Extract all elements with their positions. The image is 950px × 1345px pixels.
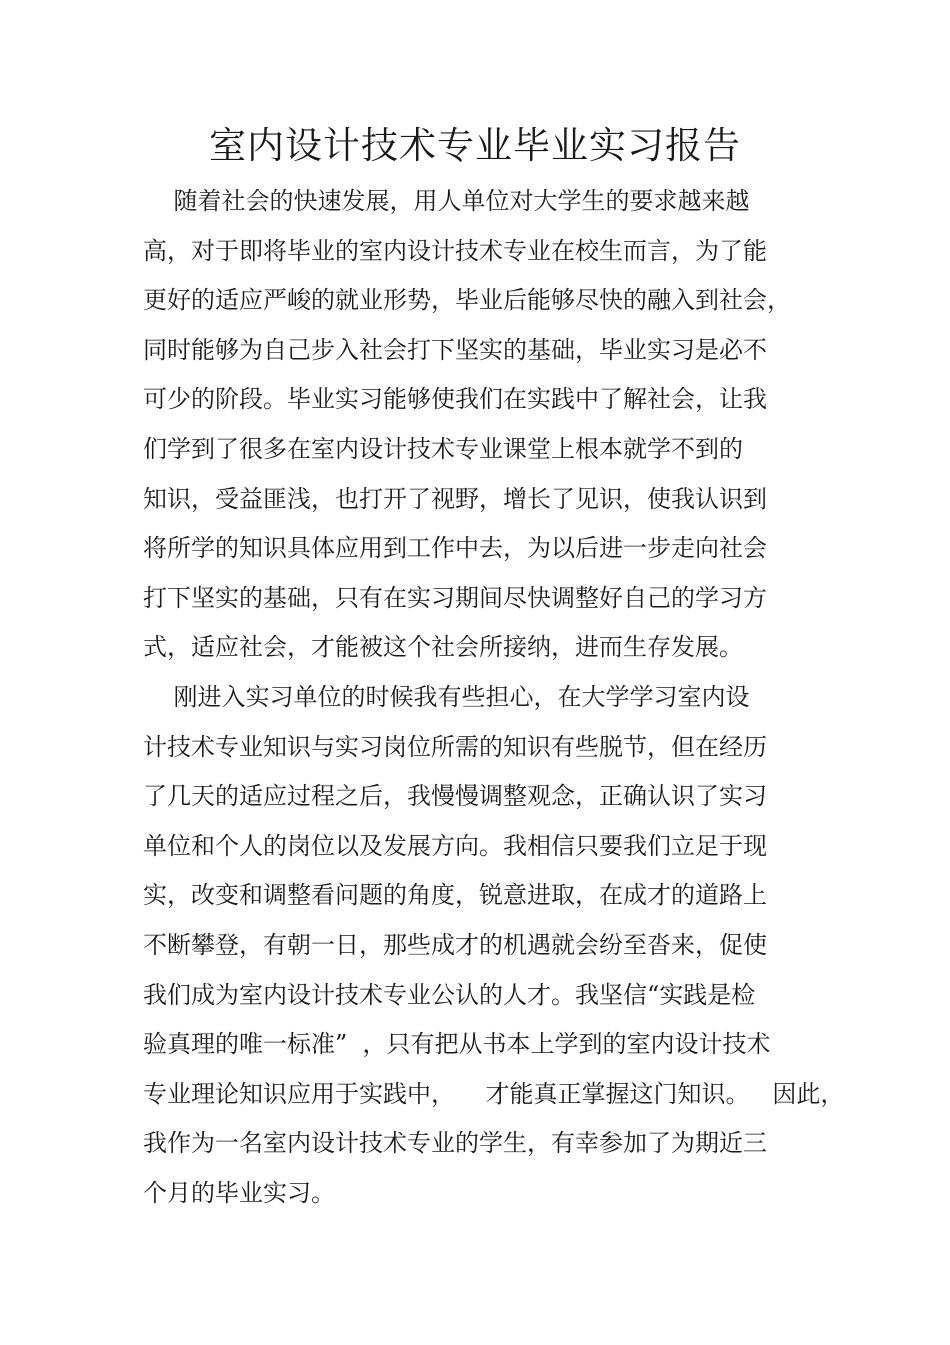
body-line-19: 专业理论知识应用于实践中， 才能真正掌握这门知识。 因此， xyxy=(143,1080,845,1108)
body-line-2: 高，对于即将毕业的室内设计技术专业在校生而言，为了能 xyxy=(143,237,767,265)
body-line-14: 单位和个人的岗位以及发展方向。我相信只要我们立足于现 xyxy=(143,832,767,860)
body-line-21: 个月的毕业实习。 xyxy=(143,1179,335,1207)
body-line-10: 式，适应社会，才能被这个社会所接纳，进而生存发展。 xyxy=(143,633,743,661)
body-line-20: 我作为一名室内设计技术专业的学生，有幸参加了为期近三 xyxy=(143,1129,767,1157)
body-line-4: 同时能够为自己步入社会打下坚实的基础，毕业实习是必不 xyxy=(143,336,767,364)
body-line-12: 计技术专业知识与实习岗位所需的知识有些脱节，但在经历 xyxy=(143,733,767,761)
body-line-18: 验真理的唯一标准” ，只有把从书本上学到的室内设计技术 xyxy=(143,1030,771,1058)
body-line-1: 随着社会的快速发展，用人单位对大学生的要求越来越 xyxy=(143,187,750,215)
body-line-3: 更好的适应严峻的就业形势，毕业后能够尽快的融入到社会， xyxy=(143,286,791,314)
body-line-8: 将所学的知识具体应用到工作中去，为以后进一步走向社会 xyxy=(143,534,767,562)
body-line-9: 打下坚实的基础，只有在实习期间尽快调整好自己的学习方 xyxy=(143,584,767,612)
body-line-11: 刚进入实习单位的时候我有些担心，在大学学习室内设 xyxy=(143,683,750,711)
body-line-13: 了几天的适应过程之后，我慢慢调整观念，正确认识了实习 xyxy=(143,782,767,810)
body-line-16: 不断攀登，有朝一日，那些成才的机遇就会纷至沓来，促使 xyxy=(143,931,767,959)
body-line-5: 可少的阶段。毕业实习能够使我们在实践中了解社会，让我 xyxy=(143,385,767,413)
document-title: 室内设计技术专业毕业实习报告 xyxy=(209,124,741,167)
body-line-15: 实，改变和调整看问题的角度，锐意进取，在成才的道路上 xyxy=(143,881,767,909)
body-line-7: 知识，受益匪浅，也打开了视野，增长了见识，使我认识到 xyxy=(143,485,767,513)
body-line-6: 们学到了很多在室内设计技术专业课堂上根本就学不到的 xyxy=(143,435,743,463)
body-line-17: 我们成为室内设计技术专业公认的人才。我坚信“实践是检 xyxy=(143,981,756,1009)
